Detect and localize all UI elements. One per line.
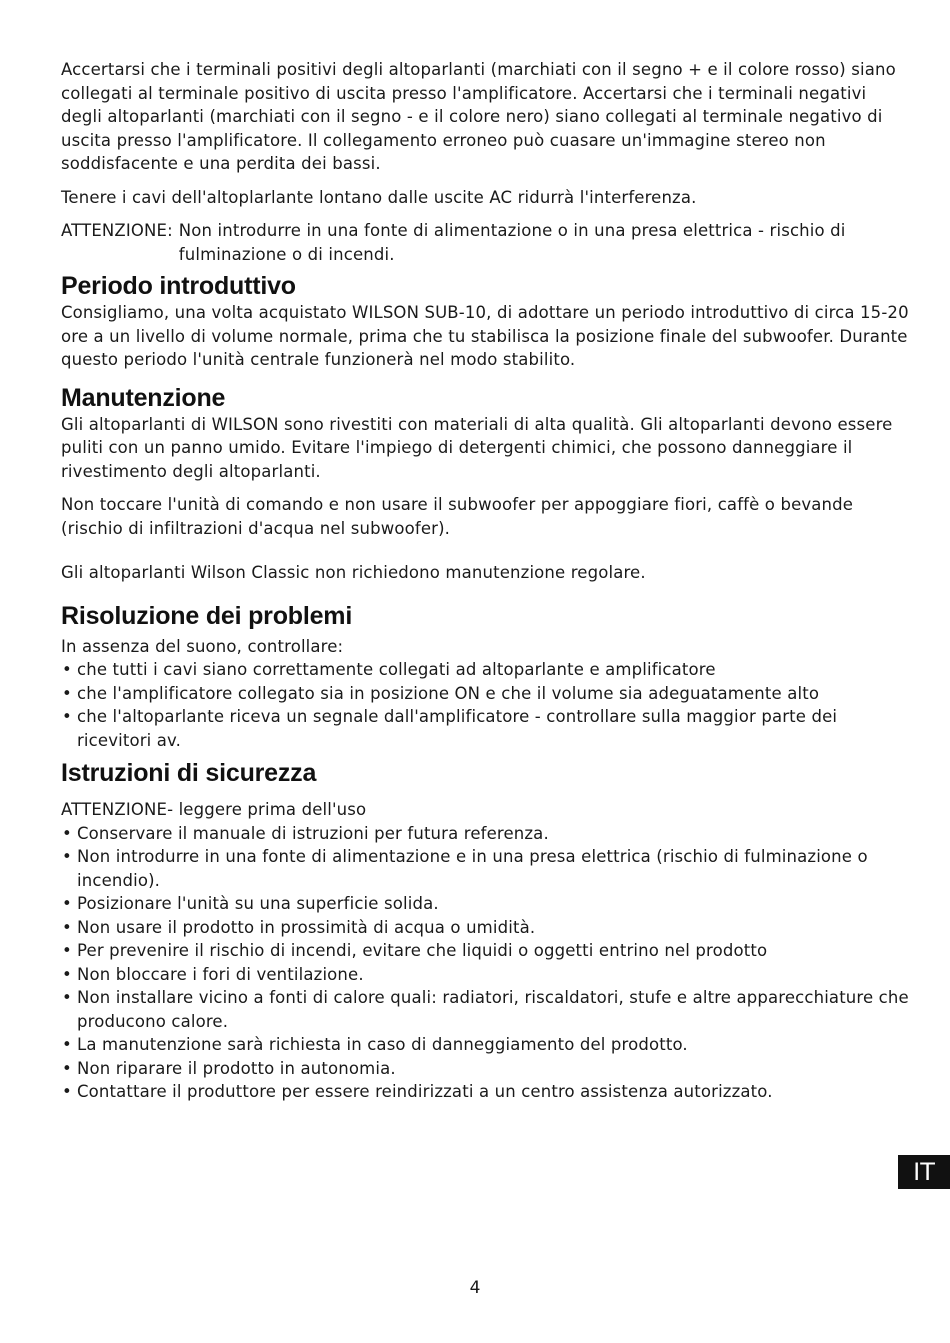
list-item: • Contattare il produttore per essere reindirizzati a un centro assistenza autorizzato. [61,1080,911,1104]
sicurezza-list [61,822,911,1104]
list-item: • che tutti i cavi siano correttamente collegati ad altoparlante e amplificatore [61,658,911,682]
list-item: • Non installare vicino a fonti di calore quali: radiatori, riscaldatori, stufe e altre apparecchiature che producono calore. [61,986,911,1033]
manutenzione-paragraph-1: Gli altoparlanti di WILSON sono rivestiti con materiali di alta qualità. Gli altoparlanti devono essere puliti con un panno umido. Evitare l'impiego di detergenti chimici, che possono danneggiare il rivestimento degli altoparlanti. [61,414,893,481]
list-item: • che l'altoparlante riceva un segnale dall'amplificatore - controllare sulla maggior parte dei ricevitori av. [61,705,911,752]
heading-risoluzione: Risoluzione dei problemi [61,601,353,630]
intro-paragraph-terminals: Accertarsi che i terminali positivi degli altoparlanti (marchiati con il segno + e il colore rosso) siano collegati al terminale positivo di uscita presso l'amplificatore. Accertarsi che i terminali negativi degli altoparlanti (marchiati con il segno - e il colore nero) siano collegati al terminale negativo di uscita presso l'amplificatore. Il collegamento erroneo può cuasare un'immagine stereo non soddisfacente e una perdita dei bassi. [61,60,896,173]
list-item: • Non introdurre in una fonte di alimentazione e in una presa elettrica (rischio di fulminazione o incendio). [61,845,911,892]
risoluzione-list [61,658,911,752]
list-item: • La manutenzione sarà richiesta in caso di danneggiamento del prodotto. [61,1033,911,1057]
risoluzione-intro: In assenza del suono, controllare: [61,636,344,656]
warning-label: ATTENZIONE: [61,221,173,240]
manutenzione-paragraph-3: Gli altoparlanti Wilson Classic non richiedono manutenzione regolare. [61,563,646,582]
warning-text: Non introdurre in una fonte di alimentazione o in una presa elettrica - rischio di fulminazione o di incendi. [178,221,846,264]
sicurezza-intro: ATTENZIONE- leggere prima dell'uso [61,800,367,819]
list-item: • Non bloccare i fori di ventilazione. [61,963,911,987]
heading-sicurezza: Istruzioni di sicurezza [61,759,317,787]
warning-note [61,219,911,266]
list-item: • che l'amplificatore collegato sia in posizione ON e che il volume sia adeguatamente alto [61,682,911,706]
periodo-text: Consigliamo, una volta acquistato WILSON SUB-10, di adottare un periodo introduttivo di circa 15-20 ore a un livello di volume normale, prima che tu stabilisca la posizione finale del subwoofer. Durante questo periodo l'unità centrale funzionerà nel modo stabilito. [61,303,909,369]
list-item: • Conservare il manuale di istruzioni per futura referenza. [61,822,911,846]
language-tab: IT [898,1155,950,1189]
page-number: 4 [469,1278,481,1298]
manutenzione-paragraph-2: Non toccare l'unità di comando e non usare il subwoofer per appoggiare fiori, caffè o bevande (rischio di infiltrazioni d'acqua nel subwoofer). [61,495,854,538]
list-item: • Non riparare il prodotto in autonomia. [61,1057,911,1081]
list-item: • Per prevenire il rischio di incendi, evitare che liquidi o oggetti entrino nel prodotto [61,939,911,963]
heading-manutenzione: Manutenzione [61,383,226,412]
intro-paragraph-cables: Tenere i cavi dell'altoplarlante lontano dalle uscite AC ridurrà l'interferenza. [61,187,697,207]
page-content [61,58,911,1104]
list-item: • Posizionare l'unità su una superficie solida. [61,892,911,916]
list-item: • Non usare il prodotto in prossimità di acqua o umidità. [61,916,911,940]
heading-periodo: Periodo introduttivo [61,272,296,300]
